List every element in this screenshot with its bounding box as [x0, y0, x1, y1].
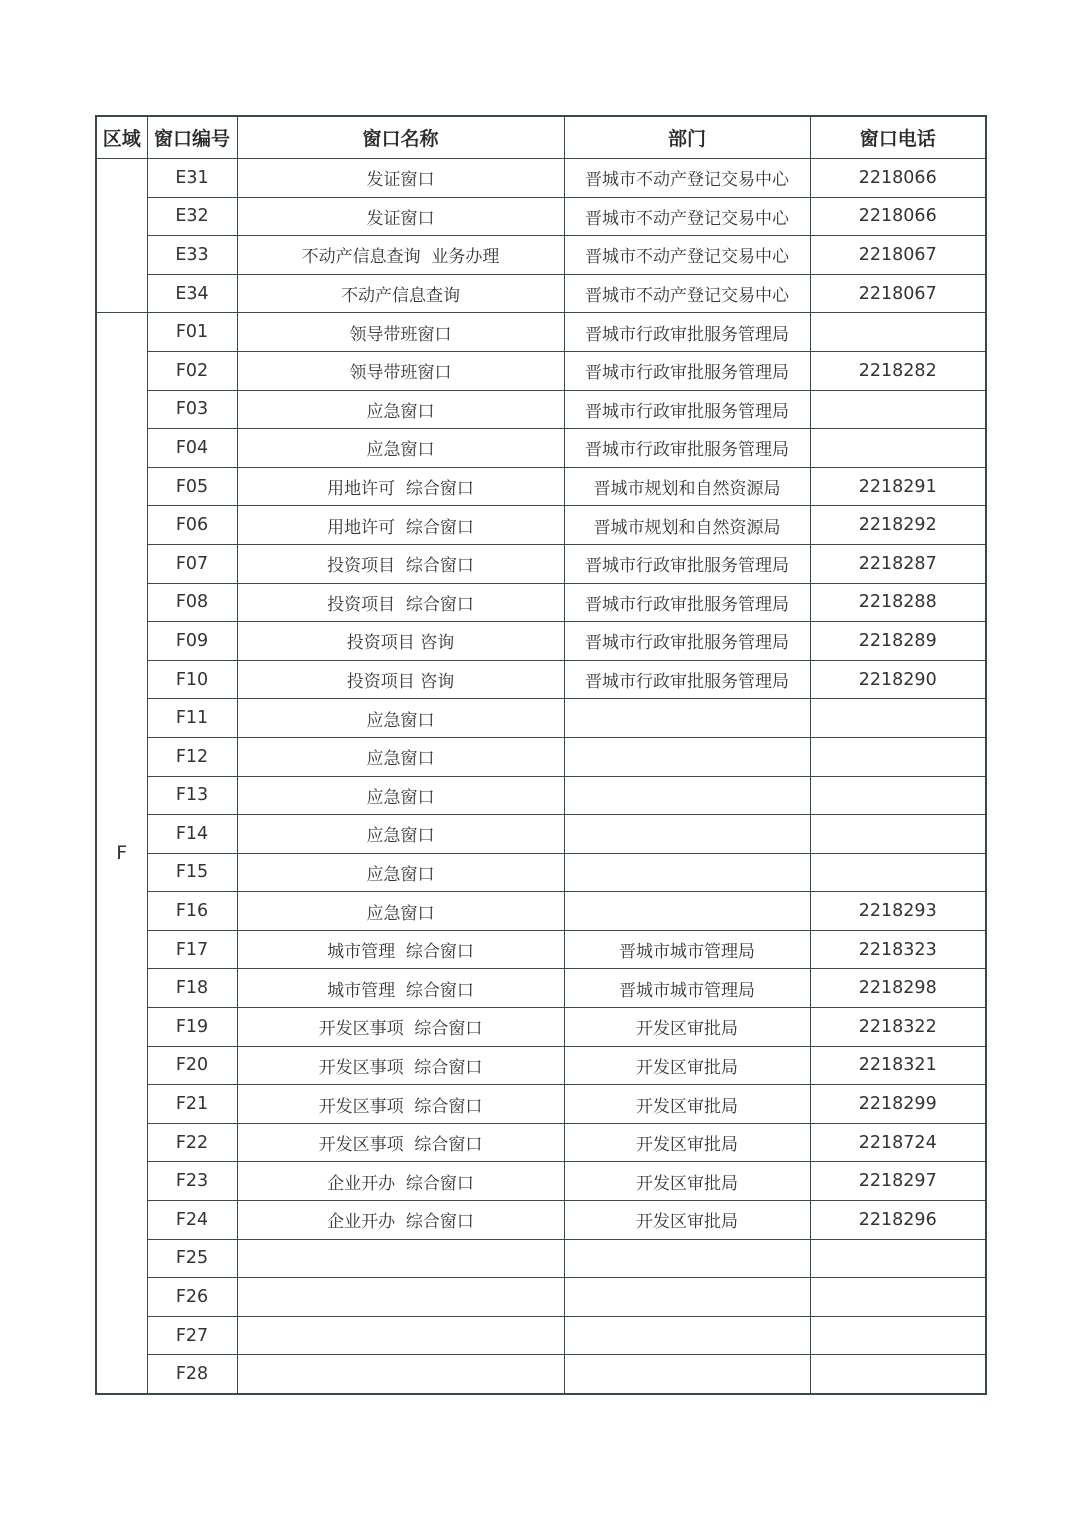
department-cell [564, 1278, 810, 1317]
window-name-cell: 开发区事项 综合窗口 [237, 1085, 564, 1124]
window-number-cell: F19 [147, 1008, 237, 1047]
table-row [96, 313, 986, 352]
department-cell: 晋城市不动产登记交易中心 [564, 274, 810, 313]
window-name-cell: 发证窗口 [237, 197, 564, 236]
window-phone-cell: 2218299 [810, 1085, 986, 1124]
window-phone-cell [810, 737, 986, 776]
window-name-cell: 不动产信息查询 [237, 274, 564, 313]
window-phone-cell: 2218066 [810, 159, 986, 198]
department-cell: 开发区审批局 [564, 1085, 810, 1124]
window-name-cell: 用地许可 综合窗口 [237, 506, 564, 545]
window-name-cell: 投资项目 综合窗口 [237, 544, 564, 583]
table-body [96, 159, 986, 1395]
table-row [96, 159, 986, 198]
table-row [96, 1355, 986, 1394]
header-window-phone: 窗口电话 [810, 116, 986, 159]
table-row [96, 1201, 986, 1240]
department-cell [564, 776, 810, 815]
window-number-cell: E32 [147, 197, 237, 236]
window-number-cell: E34 [147, 274, 237, 313]
window-number-cell: F28 [147, 1355, 237, 1394]
window-number-cell: F08 [147, 583, 237, 622]
window-phone-cell: 2218298 [810, 969, 986, 1008]
window-phone-cell [810, 313, 986, 352]
department-cell: 开发区审批局 [564, 1123, 810, 1162]
area-cell: F [96, 313, 147, 1394]
window-name-cell: 开发区事项 综合窗口 [237, 1046, 564, 1085]
window-number-cell: F17 [147, 930, 237, 969]
window-number-cell: F14 [147, 815, 237, 854]
table-row [96, 930, 986, 969]
window-name-cell [237, 1316, 564, 1355]
window-name-cell: 应急窗口 [237, 429, 564, 468]
window-phone-cell: 2218282 [810, 351, 986, 390]
window-number-cell: F18 [147, 969, 237, 1008]
window-phone-cell [810, 429, 986, 468]
window-name-cell: 投资项目 咨询 [237, 660, 564, 699]
window-phone-cell [810, 815, 986, 854]
department-cell [564, 853, 810, 892]
window-name-cell: 不动产信息查询 业务办理 [237, 236, 564, 275]
window-number-cell: F12 [147, 737, 237, 776]
window-phone-cell: 2218291 [810, 467, 986, 506]
department-cell: 晋城市不动产登记交易中心 [564, 197, 810, 236]
window-name-cell: 应急窗口 [237, 815, 564, 854]
window-phone-cell: 2218067 [810, 274, 986, 313]
table-row [96, 1008, 986, 1047]
window-name-cell: 领导带班窗口 [237, 313, 564, 352]
window-phone-cell: 2218289 [810, 622, 986, 661]
window-number-cell: F10 [147, 660, 237, 699]
window-number-cell: F22 [147, 1123, 237, 1162]
window-number-cell: F27 [147, 1316, 237, 1355]
department-cell: 晋城市行政审批服务管理局 [564, 622, 810, 661]
department-cell [564, 892, 810, 931]
department-cell: 晋城市城市管理局 [564, 930, 810, 969]
window-number-cell: F13 [147, 776, 237, 815]
window-number-cell: F09 [147, 622, 237, 661]
department-cell [564, 1316, 810, 1355]
table-row [96, 1162, 986, 1201]
window-name-cell: 企业开办 综合窗口 [237, 1162, 564, 1201]
window-phone-cell [810, 390, 986, 429]
window-number-cell: F07 [147, 544, 237, 583]
window-phone-cell: 2218297 [810, 1162, 986, 1201]
table-row [96, 660, 986, 699]
department-cell: 晋城市不动产登记交易中心 [564, 236, 810, 275]
window-name-cell: 应急窗口 [237, 699, 564, 738]
header-row [96, 116, 986, 159]
window-phone-cell [810, 1355, 986, 1394]
table-row [96, 622, 986, 661]
header-window-number: 窗口编号 [147, 116, 237, 159]
header-department: 部门 [564, 116, 810, 159]
department-cell: 晋城市行政审批服务管理局 [564, 583, 810, 622]
window-number-cell: F01 [147, 313, 237, 352]
window-phone-cell: 2218322 [810, 1008, 986, 1047]
table-row [96, 1123, 986, 1162]
table-row [96, 429, 986, 468]
window-phone-cell: 2218067 [810, 236, 986, 275]
window-number-cell: F25 [147, 1239, 237, 1278]
table-row [96, 737, 986, 776]
window-name-cell: 城市管理 综合窗口 [237, 969, 564, 1008]
table-row [96, 815, 986, 854]
department-cell: 开发区审批局 [564, 1201, 810, 1240]
window-name-cell [237, 1239, 564, 1278]
window-phone-cell [810, 1239, 986, 1278]
window-phone-cell: 2218066 [810, 197, 986, 236]
header-area: 区域 [96, 116, 147, 159]
window-name-cell: 发证窗口 [237, 159, 564, 198]
window-name-cell: 投资项目 综合窗口 [237, 583, 564, 622]
department-cell: 晋城市不动产登记交易中心 [564, 159, 810, 198]
department-cell: 晋城市行政审批服务管理局 [564, 390, 810, 429]
window-phone-cell: 2218296 [810, 1201, 986, 1240]
window-phone-cell: 2218287 [810, 544, 986, 583]
window-phone-cell: 2218321 [810, 1046, 986, 1085]
window-phone-cell: 2218293 [810, 892, 986, 931]
table-row [96, 544, 986, 583]
table-row [96, 351, 986, 390]
window-number-cell: E31 [147, 159, 237, 198]
window-number-cell: F03 [147, 390, 237, 429]
window-phone-cell [810, 776, 986, 815]
window-name-cell: 开发区事项 综合窗口 [237, 1123, 564, 1162]
window-directory-table [95, 115, 987, 1395]
table-row [96, 892, 986, 931]
window-number-cell: F24 [147, 1201, 237, 1240]
window-number-cell: F16 [147, 892, 237, 931]
table-row [96, 236, 986, 275]
window-phone-cell [810, 1278, 986, 1317]
department-cell: 晋城市行政审批服务管理局 [564, 313, 810, 352]
window-number-cell: F15 [147, 853, 237, 892]
department-cell [564, 815, 810, 854]
window-name-cell: 应急窗口 [237, 892, 564, 931]
table-row [96, 1278, 986, 1317]
department-cell [564, 1355, 810, 1394]
window-name-cell [237, 1355, 564, 1394]
table-row [96, 969, 986, 1008]
window-name-cell: 应急窗口 [237, 737, 564, 776]
table-row [96, 583, 986, 622]
window-name-cell: 用地许可 综合窗口 [237, 467, 564, 506]
table-row [96, 467, 986, 506]
table-row [96, 699, 986, 738]
window-phone-cell: 2218323 [810, 930, 986, 969]
department-cell: 晋城市行政审批服务管理局 [564, 544, 810, 583]
department-cell: 晋城市规划和自然资源局 [564, 467, 810, 506]
window-number-cell: F20 [147, 1046, 237, 1085]
department-cell [564, 699, 810, 738]
window-number-cell: F21 [147, 1085, 237, 1124]
table-row [96, 197, 986, 236]
window-name-cell: 城市管理 综合窗口 [237, 930, 564, 969]
table-row [96, 390, 986, 429]
window-number-cell: F06 [147, 506, 237, 545]
department-cell: 开发区审批局 [564, 1162, 810, 1201]
window-phone-cell: 2218292 [810, 506, 986, 545]
table-row [96, 1085, 986, 1124]
window-name-cell: 开发区事项 综合窗口 [237, 1008, 564, 1047]
window-phone-cell [810, 853, 986, 892]
window-phone-cell [810, 1316, 986, 1355]
window-phone-cell [810, 699, 986, 738]
window-number-cell: F05 [147, 467, 237, 506]
window-phone-cell: 2218290 [810, 660, 986, 699]
window-number-cell: F23 [147, 1162, 237, 1201]
window-number-cell: F04 [147, 429, 237, 468]
table-row [96, 506, 986, 545]
table-row [96, 1316, 986, 1355]
table-row [96, 274, 986, 313]
table-row [96, 776, 986, 815]
window-name-cell: 投资项目 咨询 [237, 622, 564, 661]
window-number-cell: E33 [147, 236, 237, 275]
department-cell: 晋城市行政审批服务管理局 [564, 351, 810, 390]
window-name-cell: 企业开办 综合窗口 [237, 1201, 564, 1240]
window-phone-cell: 2218724 [810, 1123, 986, 1162]
department-cell [564, 737, 810, 776]
window-name-cell: 应急窗口 [237, 853, 564, 892]
department-cell: 晋城市行政审批服务管理局 [564, 660, 810, 699]
window-name-cell [237, 1278, 564, 1317]
table-row [96, 853, 986, 892]
table-row [96, 1239, 986, 1278]
table-header [96, 116, 986, 159]
department-cell: 开发区审批局 [564, 1046, 810, 1085]
window-name-cell: 应急窗口 [237, 776, 564, 815]
window-name-cell: 应急窗口 [237, 390, 564, 429]
department-cell: 晋城市行政审批服务管理局 [564, 429, 810, 468]
window-name-cell: 领导带班窗口 [237, 351, 564, 390]
department-cell: 晋城市规划和自然资源局 [564, 506, 810, 545]
window-number-cell: F02 [147, 351, 237, 390]
header-window-name: 窗口名称 [237, 116, 564, 159]
window-number-cell: F26 [147, 1278, 237, 1317]
area-cell [96, 159, 147, 313]
window-number-cell: F11 [147, 699, 237, 738]
department-cell: 开发区审批局 [564, 1008, 810, 1047]
window-phone-cell: 2218288 [810, 583, 986, 622]
department-cell: 晋城市城市管理局 [564, 969, 810, 1008]
table-row [96, 1046, 986, 1085]
department-cell [564, 1239, 810, 1278]
